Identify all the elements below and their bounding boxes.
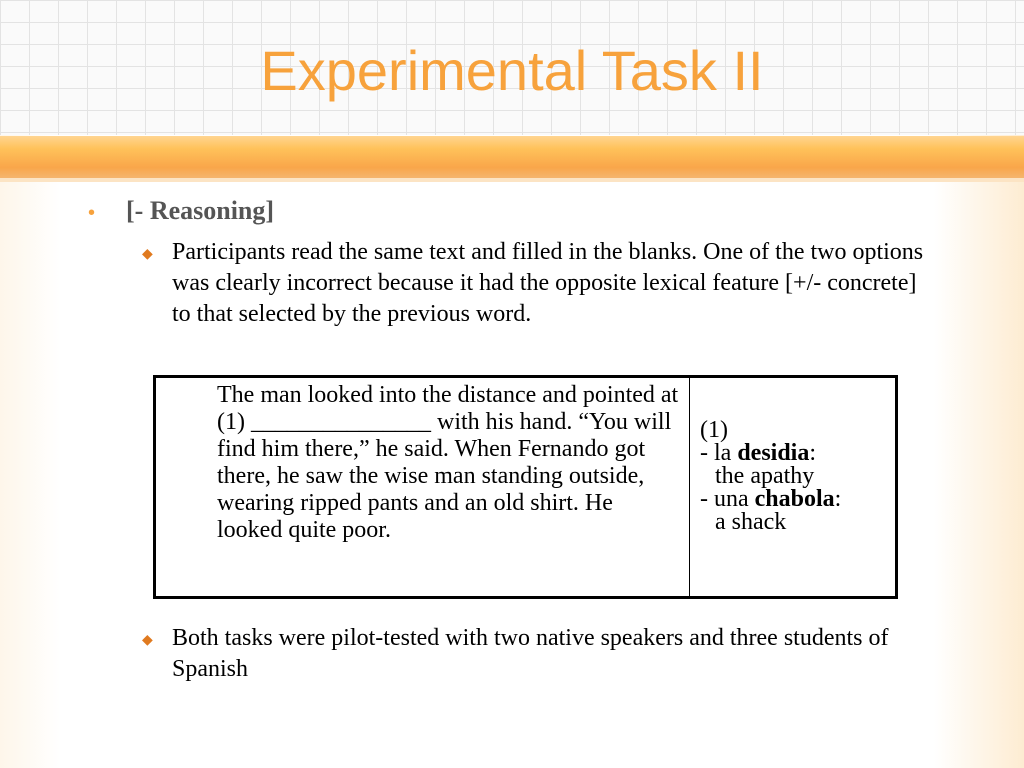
- option-1-gloss: the apathy: [715, 463, 815, 489]
- option-2-gloss: a shack: [715, 509, 787, 535]
- task-table: [153, 375, 898, 599]
- title-underline-bar: [0, 136, 1024, 178]
- sub-bullet-2-text: Both tasks were pilot-tested with two native speakers and three students of Spanish: [172, 625, 889, 682]
- main-bullet: [88, 196, 274, 226]
- passage-cell: [156, 378, 690, 596]
- option-1: [700, 442, 841, 465]
- title-underline-highlight: [0, 178, 1024, 182]
- option-number: (1): [700, 417, 728, 443]
- right-gradient-decoration: [934, 135, 1024, 768]
- diamond-bullet-icon: ◆: [142, 632, 153, 648]
- bullet-dot-icon: •: [88, 202, 96, 224]
- option-1-prefix: - la: [700, 440, 738, 466]
- diamond-bullet-icon: ◆: [142, 246, 153, 262]
- main-bullet-text: [- Reasoning]: [126, 196, 275, 225]
- option-2-prefix: - una: [700, 486, 755, 512]
- option-2-colon: :: [834, 486, 842, 512]
- sub-bullet-1: [142, 237, 932, 330]
- option-1-colon: :: [809, 440, 817, 466]
- passage-text: The man looked into the distance and pointed at (1) _______________ with his hand. “You will find him there,” he said. When Fernando got there, he saw the wise man standing outside, wearing ripped pants and an old shirt. He looked quite poor.: [217, 382, 679, 543]
- option-2: [700, 488, 841, 511]
- options-list: [700, 419, 841, 534]
- options-cell: [690, 378, 895, 596]
- left-gradient-decoration: [0, 135, 60, 768]
- slide-title: Experimental Task II: [260, 39, 764, 102]
- sub-bullet-2: [142, 623, 932, 685]
- option-2-word: chabola: [754, 486, 835, 512]
- option-1-word: desidia: [737, 440, 810, 466]
- sub-bullet-1-text: Participants read the same text and filled in the blanks. One of the two options was clearly incorrect because it had the opposite lexical feature [+/- concrete] to that selected by the previous word.: [172, 239, 924, 327]
